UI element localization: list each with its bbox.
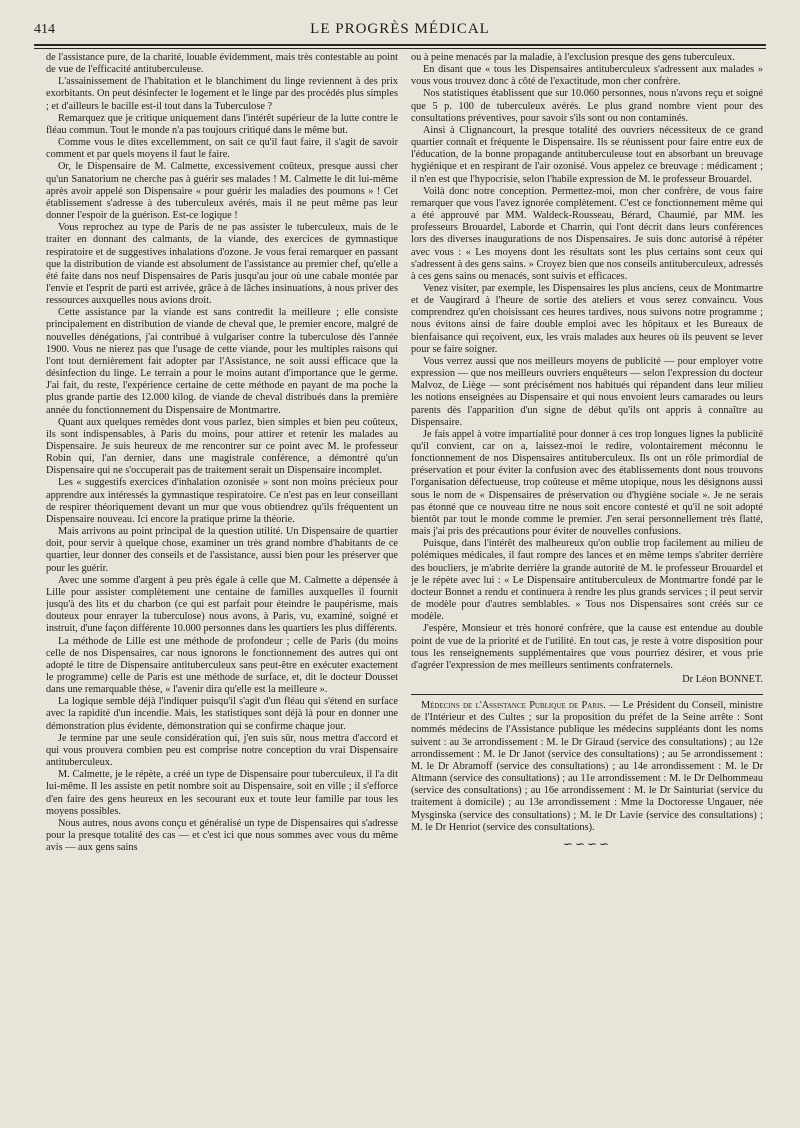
- news-item: [411, 700, 763, 834]
- journal-title: LE PROGRÈS MÉDICAL: [310, 21, 490, 37]
- left-column: [46, 52, 398, 1114]
- header-rule: [34, 44, 766, 46]
- author-signature: Dr Léon BONNET.: [682, 673, 763, 685]
- news-text: — Le Président du Conseil, ministre de l'Intérieur et des Cultes ; sur la proposition du préfet de la Seine arrête : Sont nommés médecins de l'Assistance publique les médecins suppléants dont les noms suivent : au 3e arrondissement : M. le Dr Giraud (service des consultations) ; au 12e arrondissement : M. le Dr Janot (service des consultations) ; au 5e arrondissement : M. le Dr Abramoff (service des consultations) ; au 14e arrondissement : M. le Dr Altmann (service des consultations) ; au 11e arrondissement : M. le Dr Delhommeau (service des consultations) ; au 16e arrondissement : M. le Dr Sainturiat (service du traitement à domicile) ; au 13e arrondissement : Mme la Doctoresse Ungauer, née Mysginska (service des consultations) ; M. le Dr Lavie (service des consultations) ; M. le Dr Henriot (service des consultations).: [411, 700, 763, 833]
- paragraph: Or, le Dispensaire de M. Calmette, excessivement coûteux, presque aussi cher qu'un Sanatorium ne cherche pas à guérir ses malades ! M. Calmette le dit lui-même après avoir appelé son Dispensaire « pour guérir les maladies des poumons » ! Cet établissement s'adresse à des tuberculeux avérés, mais il ne peut même pas leur donner l'espoir de la guérison. Est-ce logique !: [46, 161, 398, 222]
- paragraph: Comme vous le dites excellemment, on sait ce qu'il faut faire, il s'agit de savoir comment et par quels moyens il faut le faire.: [46, 137, 398, 161]
- right-column: [411, 52, 763, 1114]
- paragraph: Venez visiter, par exemple, les Dispensaires les plus anciens, ceux de Montmartre et de Vaugirard à l'heure de sortie des ateliers et vous serez convaincu. Vous comprendrez qu'en choisissant ces heures tardives, nous suivons notre programme ; nous évitons ainsi de faire double emploi avec les hôpitaux et les Bureaux de bienfaisance qui reçoivent, eux, les vrais malades aux heures où ils peuvent se lever pour se faire soigner.: [411, 282, 763, 355]
- paragraph: Vous verrez aussi que nos meilleurs moyens de publicité — pour employer votre expression — que nos meilleurs ouvriers enquêteurs — selon l'expression du docteur Malvoz, de Liège — sont précisément nos habitués qui répandent dans leur milieu les notions enseignées au Dispensaire et qui nous envoient leurs camarades ou leurs parents dès l'apparition d'un signe de début qu'ils ont appris à connaître au Dispensaire.: [411, 355, 763, 428]
- news-heading: Médecins de l'Assistance Publique de Paris.: [421, 700, 606, 712]
- paragraph: Voilà donc notre conception. Permettez-moi, mon cher confrère, de vous faire remarquer que vous l'avez ignorée complètement. C'est ce fonctionnement même qui a été approuvé par MM. Waldeck-Rousseau, Bérard, Chaumié, par MM. les professeurs Brouardel, Laborde et Charrin, qui l'ont décrit dans leurs conférences lors des diverses inaugurations de nos Dispensaires. Je suis donc autorisé à répéter avec vous : « Les moyens dont les résultats sont les plus certains sont ceux qui s'adressent à des gens sains. » Croyez bien que nos conseils antituberculeux, adressés à ces gens sains ou menacés, sont suivis et efficaces.: [411, 185, 763, 282]
- paragraph: L'assainissement de l'habitation et le blanchiment du linge reviennent à des prix exorbitants. On peut désinfecter le logement et le linge par des procédés plus simples ; et d'ailleurs le bacille est-il tout dans la Tuberculose ?: [46, 76, 398, 112]
- paragraph: J'espère, Monsieur et très honoré confrère, que la cause est entendue au double point de vue de la priorité et de l'utilité. En tout cas, je reste à votre disposition pour tous les renseignements supplémentaires que vous pourriez désirer, et vous prie d'agréer l'expression de mes meilleurs sentiments confraternels.: [411, 623, 763, 671]
- header-rule-thin: [34, 48, 766, 49]
- paragraph: La méthode de Lille est une méthode de profondeur ; celle de Paris (du moins celle de nos Dispensaires, car nous ignorons le fonctionnement des autres qui ont adopté le titre de Dispensaire antituberculeux sans peut-être en exécuter exactement le programme) celle de Paris est une méthode de surface, et, dit le docteur Dousset dans une remarquable thèse, « l'avenir dira qu'elle est la meilleure ».: [46, 635, 398, 696]
- paragraph: Ainsi à Clignancourt, la presque totalité des ouvriers nécessiteux de ce grand quartier connaît et fréquente le Dispensaire. Ils se réunissent pour faire entre eux de l'éducation, de la bonne propagande antituberculeuse tout en absorbant un breuvage hygiénique et en respirant de l'air ozonisé. Vous appelez ce breuvage : médicament ; il n'en est que l'hypocrisie, selon l'habile expression de M. le professeur Brouardel.: [411, 124, 763, 185]
- paragraph: de l'assistance pure, de la charité, louable évidemment, mais très contestable au point de vue de l'efficacité antituberculeuse.: [46, 52, 398, 76]
- page-number: 414: [34, 22, 55, 37]
- paragraph: ou à peine menacés par la maladie, à l'exclusion presque des gens tuberculeux.: [411, 52, 735, 63]
- paragraph: Puisque, dans l'intérêt des malheureux qu'on oublie trop facilement au milieu de polémiques médicales, il faut rompre des lances et en même temps s'abriter derrière des boucliers, je m'abrite derrière la grande autorité de M. le professeur Brouardel et je le répète avec lui : « Le Dispensaire antituberculeux de Montmartre fondé par le docteur Bonnet a rendu et continuera à rendre les plus grands services ; il peut servir de modèle pour d'autres semblables. » Tous nos Dispensaires sont créés sur ce modèle.: [411, 538, 763, 623]
- paragraph: Les « suggestifs exercices d'inhalation ozonisée » sont non moins précieux pour apprendre aux intéressés la gymnastique respiratoire. Ce n'est pas en leur conseillant de respirer théoriquement devant un mur que vous obtiendrez qu'ils fréquentent un Dispensaire nouveau. Ici encore la pratique prime la théorie.: [46, 477, 398, 525]
- paragraph: Quant aux quelques remèdes dont vous parlez, bien simples et bien peu coûteux, ils sont indispensables, à Paris du moins, pour attirer et retenir les malades au Dispensaire. Je suis heureux de me rencontrer sur ce point avec M. le professeur Robin qui, l'an dernier, dans une magistrale conférence, a démontré qu'un Dispensaire qui ne s'occuperait pas de traitement serait un Dispensaire incomplet.: [46, 416, 398, 477]
- paragraph: Vous reprochez au type de Paris de ne pas assister le tuberculeux, mais de le traiter en donnant des calmants, de la viande, des exercices de gymnastique respiratoire et de suggestives inhalations d'ozone. Je vous ferai remarquer en passant que la distribution de viande est absolument de l'assistance au premier chef, qu'elle a été faite dans nos neuf Dispensaires de Paris jusqu'au jour où une cabale montée par l'envie et l'esprit de parti est arrivée, grâce à de lâches insinuations, à nous priver des ressources auxquelles nous avions droit.: [46, 222, 398, 307]
- page-header: [28, 20, 772, 42]
- paragraph: Remarquez que je critique uniquement dans l'intérêt supérieur de la lutte contre le fléau commun. Tout le monde n'a pas toujours critiqué dans le même but.: [46, 112, 398, 136]
- paragraph: Nos statistiques établissent que sur 10.060 personnes, nous n'avons reçu et soigné que 5 p. 100 de tuberculeux avérés. Le plus grand nombre vient pour des consultations préventives, pour savoir s'ils sont ou non contaminés.: [411, 88, 763, 124]
- paragraph: En disant que « tous les Dispensaires antituberculeux s'adressent aux malades » vous vous trouvez donc à côté de l'exactitude, mon cher confrère.: [411, 64, 763, 88]
- paragraph: Je termine par une seule considération qui, j'en suis sûr, nous mettra d'accord et qui vous prouvera combien peu est comprise notre conception du vrai Dispensaire antituberculeux.: [46, 732, 398, 769]
- paragraph: M. Calmette, je le répète, a créé un type de Dispensaire pour tuberculeux, il l'a dit lui-même. Il les assiste en petit nombre soit au Dispensaire, soit en ville ; il s'efforce d'en faire des gens heureux en les secourant eux et toute leur famille par tous les moyens possibles.: [46, 769, 398, 817]
- ornament-divider: ∽∽∽∽: [562, 836, 612, 851]
- paragraph: La logique semble déjà l'indiquer puisqu'il s'agit d'un fléau qui s'étend en surface avec la rapidité d'un incendie. Mais, les statistiques sont déjà là pour en donner une démonstration plus évidente, démonstration qui se confirme chaque jour.: [46, 696, 398, 732]
- paragraph: Avec une somme d'argent à peu près égale à celle que M. Calmette a dépensée à Lille pour assister complètement une centaine de familles auxquelles il fournit jusqu'à des lits et du charbon (ce qui est parfait pour éteindre le paupérisme, mais douteux pour enrayer la tuberculose) nous avons, à Paris, vu, examiné, soigné et instruit, d'une façon différente 10.000 personnes dans les quartiers les plus différents.: [46, 574, 398, 635]
- section-divider: [411, 694, 763, 695]
- paragraph: Cette assistance par la viande est sans contredit la meilleure ; elle consiste principalement en distribution de viande de cheval que, le premier encore, malgré de nouvelles dénégations, j'ai contribué à vulgariser contre la tuberculose dès l'année 1900. Vous ne nierez pas que l'usage de cette viande, pour les multiples raisons qui l'ont tout dernièrement fait adopter par l'Assistance, ne soit aussi efficace que la désinfection du linge. Le terrain a pour le moins autant d'importance que le germe. J'ai fait, du reste, l'expérience certaine de cette méthode en payant de ma poche la plus grande partie des 12.000 kilog. de viande de cheval distribués dans la première année du fonctionnement du Dispensaire de Montmartre.: [46, 307, 398, 416]
- paragraph: Mais arrivons au point principal de la question utilité. Un Dispensaire de quartier doit, pour servir à quelque chose, examiner un très grand nombre d'habitants de ce quartier, leur donner des conseils et de l'assistance, aussi bien pour les préserver que pour les guérir.: [46, 526, 398, 574]
- paragraph: Nous autres, nous avons conçu et généralisé un type de Dispensaires qui s'adresse pour la presque totalité des cas — et c'est ici que nous sommes avec vous du même avis — aux gens sains: [46, 817, 398, 854]
- paragraph: Je fais appel à votre impartialité pour donner à ces trop longues lignes la publicité qu'il convient, car on a, laissez-moi le redire, volontairement méconnu le fonctionnement de nos Dispensaires antituberculeux. Ils ont un rôle primordial de préservation et pour éviter la confusion avec des établissements dont nous trouvons l'organisation défectueuse, trop coûteuse et même utopique, nous les désignons aussi sous le nom de « Dispensaires de préservation ou d'hygiène sociale ». Je ne serais pas étonné que ce nouveau titre ne nous soit encore contesté et qu'il ne soit adopté bientôt par tout le monde comme le premier. J'en serai personnellement très flatté, mais j'ai pris des précautions pour éviter de nouvelles confusions.: [411, 428, 763, 538]
